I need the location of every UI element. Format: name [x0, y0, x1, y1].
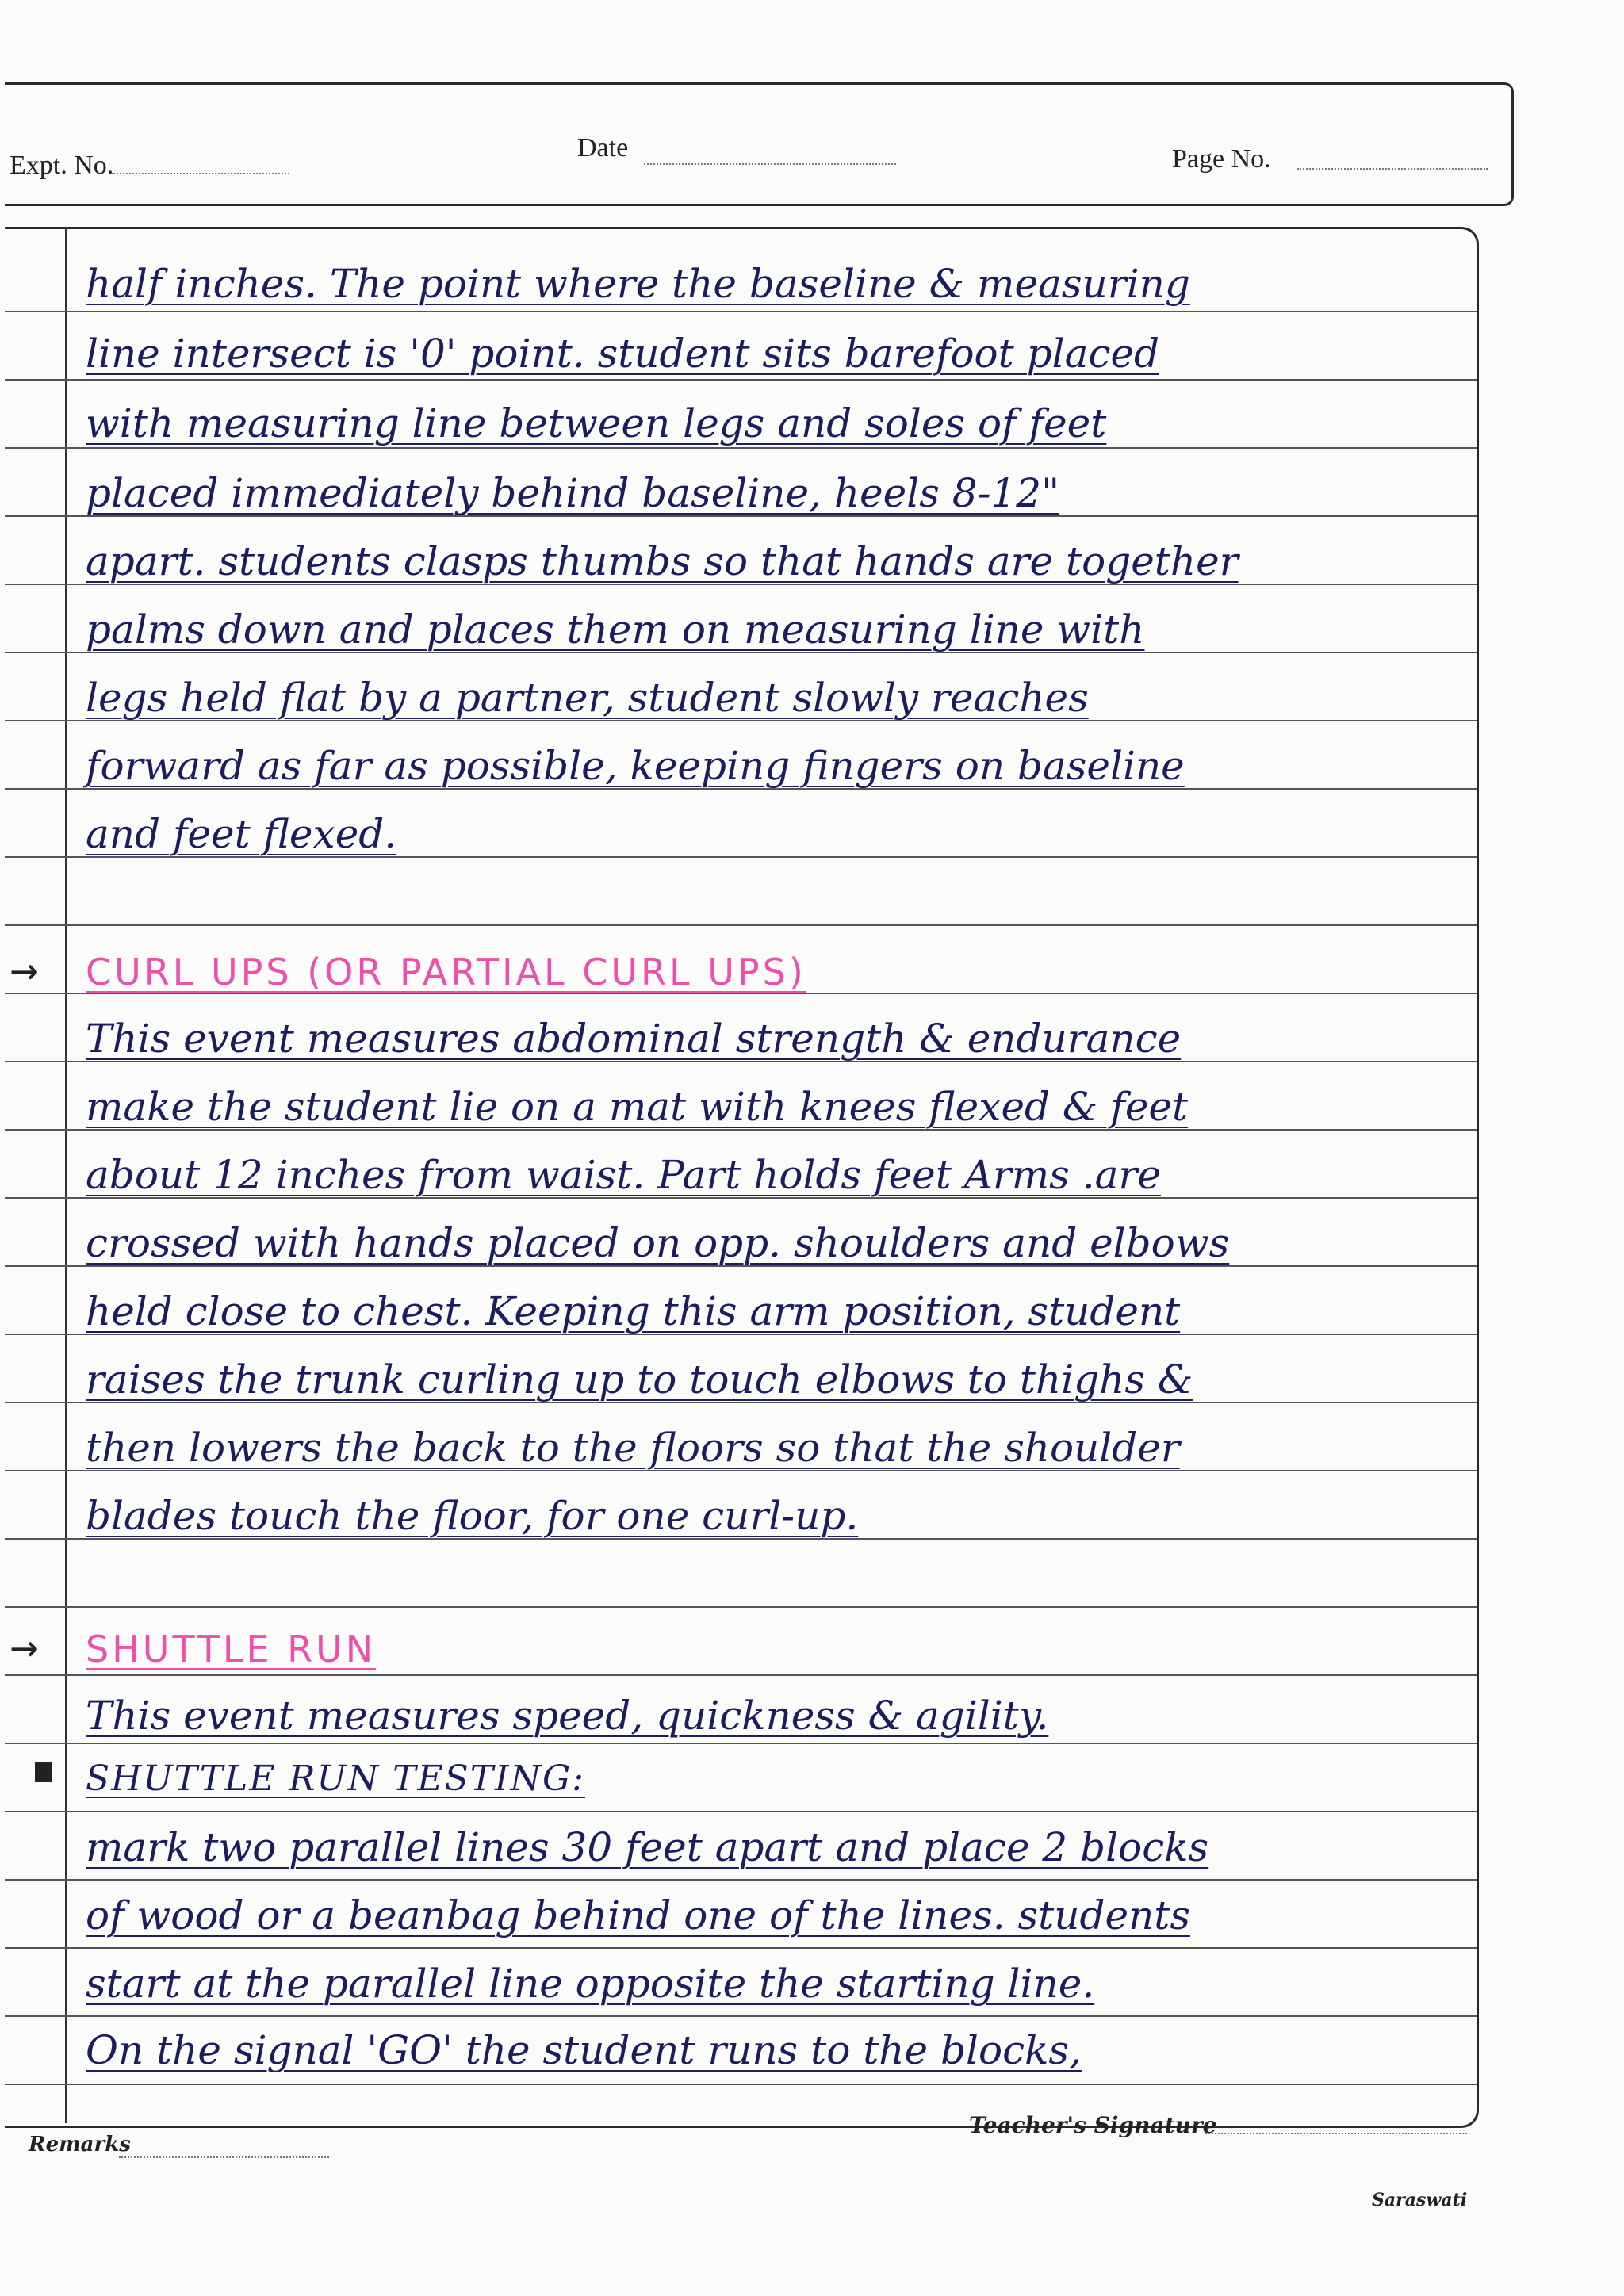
text-line: forward as far as possible, keeping fingers on baseline [86, 743, 1185, 789]
ruled-line [5, 1674, 1477, 1676]
text-line: and feet flexed. [86, 811, 397, 857]
bullet-square-icon [35, 1762, 52, 1782]
ruled-line [5, 1879, 1477, 1881]
text-line: make the student lie on a mat with knees flexed & feet [86, 1084, 1189, 1130]
text-line: of wood or a beanbag behind one of the lines. students [86, 1892, 1191, 1938]
ruled-line [5, 1947, 1477, 1949]
date-label: Date [577, 133, 629, 163]
ruled-line [5, 924, 1477, 926]
remarks-label: Remarks [29, 2133, 131, 2156]
text-line: mark two parallel lines 30 feet apart and place 2 blocks [86, 1824, 1209, 1870]
heading-curl-ups: CURL UPS (OR PARTIAL CURL UPS) [86, 951, 806, 993]
text-line: apart. students clasps thumbs so that hands are together [86, 538, 1239, 584]
text-line: held close to chest. Keeping this arm position, student [86, 1288, 1181, 1334]
arrow-icon: → [10, 951, 39, 992]
date-field [644, 163, 896, 165]
teacher-signature-label: Teacher's Signature [969, 2112, 1217, 2138]
text-line: crossed with hands placed on opp. shoulders and elbows [86, 1220, 1230, 1266]
page-no-label: Page No. [1172, 144, 1271, 174]
page-no-field [1297, 168, 1488, 170]
header-box [5, 82, 1514, 206]
text-line: with measuring line between legs and soles of feet [86, 400, 1107, 446]
margin-line [65, 227, 67, 2123]
text-line: line intersect is '0' point. student sits barefoot placed [86, 331, 1160, 377]
text-line: raises the trunk curling up to touch elbows to thighs & [86, 1357, 1193, 1402]
ruled-line [5, 1743, 1477, 1744]
heading-shuttle-run: SHUTTLE RUN [86, 1628, 377, 1670]
ruled-line [5, 2015, 1477, 2017]
text-line: palms down and places them on measuring line with [86, 607, 1145, 652]
ruled-line [5, 447, 1477, 449]
expt-no-field [111, 173, 289, 174]
text-line: On the signal 'GO' the student runs to the blocks, [86, 2027, 1082, 2073]
text-line: about 12 inches from waist. Part holds feet Arms .are [86, 1152, 1161, 1198]
ruled-line [5, 1811, 1477, 1812]
remarks-field [119, 2156, 329, 2158]
text-line: half inches. The point where the baseline & measuring [86, 261, 1190, 307]
text-line: start at the parallel line opposite the starting line. [86, 1961, 1095, 2007]
expt-no-label: Expt. No. [10, 151, 114, 180]
text-line: placed immediately behind baseline, heels 8-12" [86, 470, 1060, 516]
subheading-shuttle-run-testing: SHUTTLE RUN TESTING: [86, 1758, 585, 1799]
ruled-line [5, 379, 1477, 381]
text-line: This event measures speed, quickness & agility. [86, 1693, 1049, 1739]
brand-label: Saraswati [1372, 2190, 1468, 2210]
arrow-icon: → [10, 1628, 39, 1669]
text-line: legs held flat by a partner, student slowly reaches [86, 675, 1089, 721]
ruled-line [5, 2084, 1477, 2085]
text-line: This event measures abdominal strength & endurance [86, 1016, 1182, 1062]
ruled-line [5, 1606, 1477, 1608]
teacher-signature-field [1205, 2133, 1467, 2134]
text-line: blades touch the floor, for one curl-up. [86, 1493, 859, 1539]
text-line: then lowers the back to the floors so that the shoulder [86, 1425, 1180, 1471]
ruled-line [5, 311, 1477, 312]
